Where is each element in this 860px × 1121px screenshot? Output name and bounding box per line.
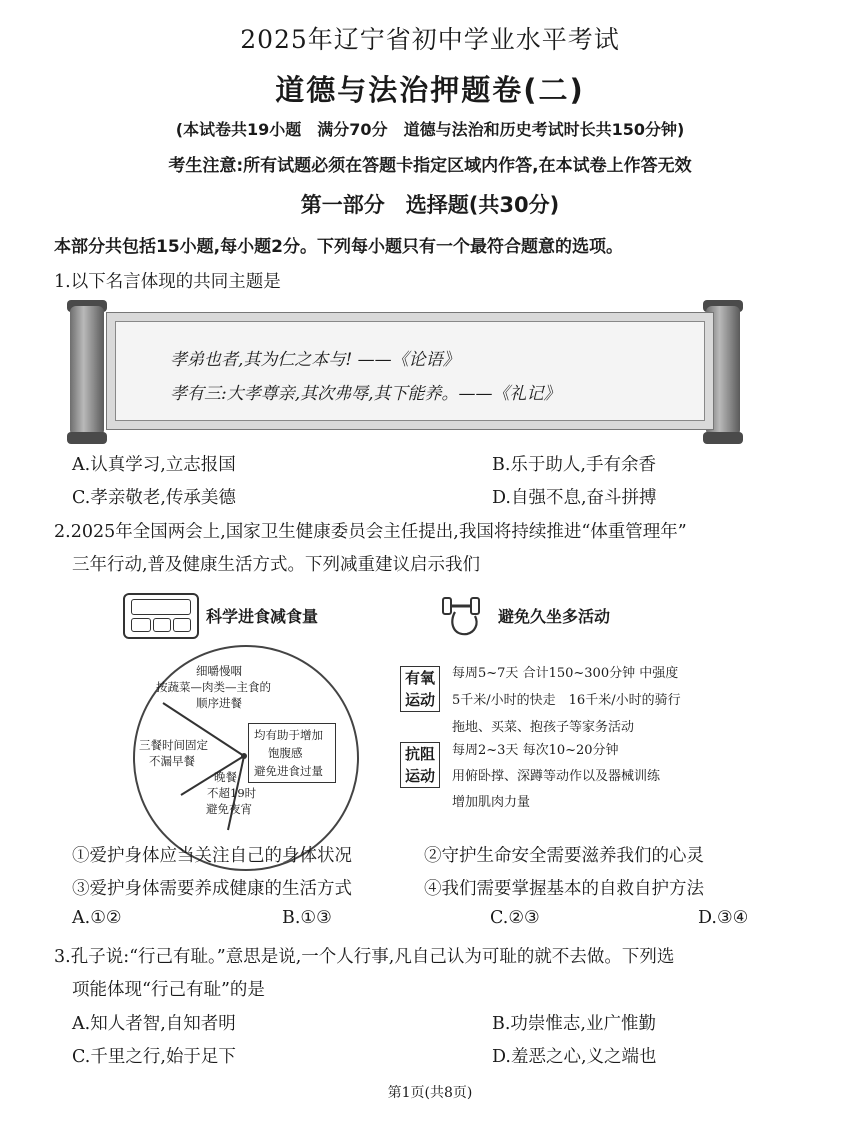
q3-option-d[interactable]: D.羞恶之心,义之端也 — [492, 1047, 657, 1067]
q3-stem-line1: 3.孔子说:“行己有耻。”意思是说,一个人行事,凡自己认为可耻的就不去做。下列选 — [54, 947, 675, 967]
q3-stem-line2: 项能体现“行己有耻”的是 — [72, 980, 265, 1000]
resistance-label: 抗阻 运动 — [400, 742, 440, 788]
page-number: 第1页(共8页) — [387, 1085, 473, 1101]
q2-option-a[interactable]: A.①② — [72, 908, 122, 928]
q2-option-d[interactable]: D.③④ — [698, 908, 749, 928]
exam-title: 2025年辽宁省初中学业水平考试 — [240, 25, 620, 54]
resistance-line-1: 每周2~3天 每次10~20分钟 — [452, 743, 619, 758]
paper-info: (本试卷共19小题 满分70分 道德与法治和历史考试时长共150分钟) — [175, 120, 685, 139]
resistance-line-3: 增加肌肉力量 — [452, 795, 531, 810]
q2-statement-4: ④我们需要掌握基本的自救自护方法 — [424, 879, 704, 899]
aerobic-line-2: 5千米/小时的快走 16千米/小时的骑行 — [452, 693, 681, 708]
part-title: 第一部分 选择题(共30分) — [300, 193, 560, 217]
resistance-line-2: 用俯卧撑、深蹲等动作以及器械训练 — [452, 769, 661, 784]
q3-option-c[interactable]: C.千里之行,始于足下 — [72, 1047, 236, 1067]
part-instruction: 本部分共包括15小题,每小题2分。下列每小题只有一个最符合题意的选项。 — [54, 237, 623, 257]
q2-statement-2: ②守护生命安全需要滋养我们的心灵 — [424, 846, 704, 866]
clock-text-order2: 顺序进餐 — [196, 696, 242, 710]
q2-option-c[interactable]: C.②③ — [490, 908, 540, 928]
q1-option-b[interactable]: B.乐于助人,手有余香 — [492, 455, 656, 475]
q2-stem-line2: 三年行动,普及健康生活方式。下列减重建议启示我们 — [72, 555, 481, 575]
food-tray-icon — [123, 593, 199, 639]
box-text-1: 均有助于增加 — [254, 728, 323, 742]
q1-option-d[interactable]: D.自强不息,奋斗拼搏 — [492, 488, 657, 508]
q2-option-b[interactable]: B.①③ — [282, 908, 332, 928]
quote-lunyu: 孝弟也者,其为仁之本与! ——《论语》 — [170, 350, 460, 370]
diet-title: 科学进食减食量 — [206, 607, 319, 626]
scroll-rod-left — [70, 306, 104, 436]
exam-notice: 考生注意:所有试题必须在答题卡指定区域内作答,在本试卷上作答无效 — [168, 156, 692, 176]
scroll-rod-cap — [67, 432, 107, 444]
clock-text-nosnack: 避免夜宵 — [206, 802, 252, 816]
q1-option-c[interactable]: C.孝亲敬老,传承美德 — [72, 488, 236, 508]
aerobic-line-1: 每周5~7天 合计150~300分钟 中强度 — [452, 666, 679, 681]
scroll-paper — [106, 312, 714, 430]
aerobic-label: 有氧 运动 — [400, 666, 440, 712]
dumbbell-icon — [441, 592, 487, 640]
q3-option-b[interactable]: B.功崇惟志,业广惟勤 — [492, 1014, 656, 1034]
scroll-paper-inner — [115, 321, 705, 421]
q1-stem: 1.以下名言体现的共同主题是 — [54, 272, 281, 292]
q2-stem-line1: 2.2025年全国两会上,国家卫生健康委员会主任提出,我国将持续推进“体重管理年” — [54, 522, 687, 542]
paper-title: 道德与法治押题卷(二) — [275, 73, 585, 107]
q3-option-a[interactable]: A.知人者智,自知者明 — [72, 1014, 236, 1034]
exercise-title: 避免久坐多活动 — [498, 607, 611, 626]
clock-text-fixed: 三餐时间固定 — [139, 738, 208, 752]
box-text-3: 避免进食过量 — [254, 764, 323, 778]
scroll-rod-cap — [703, 432, 743, 444]
box-text-2: 饱腹感 — [268, 746, 303, 760]
q2-statement-1: ①爱护身体应当关注自己的身体状况 — [72, 846, 352, 866]
q2-statement-3: ③爱护身体需要养成健康的生活方式 — [72, 879, 352, 899]
clock-text-order: 按蔬菜—肉类—主食的 — [156, 680, 271, 694]
clock-text-dinner: 晚餐 — [214, 770, 237, 784]
q1-option-a[interactable]: A.认真学习,立志报国 — [72, 455, 236, 475]
aerobic-line-3: 拖地、买菜、抱孩子等家务活动 — [452, 720, 635, 735]
quote-liji: 孝有三:大孝尊亲,其次弗辱,其下能养。——《礼记》 — [170, 384, 561, 404]
clock-text-chew: 细嚼慢咽 — [196, 664, 242, 678]
clock-text-before19: 不超19时 — [207, 786, 257, 800]
clock-text-breakfast: 不漏早餐 — [149, 754, 195, 768]
